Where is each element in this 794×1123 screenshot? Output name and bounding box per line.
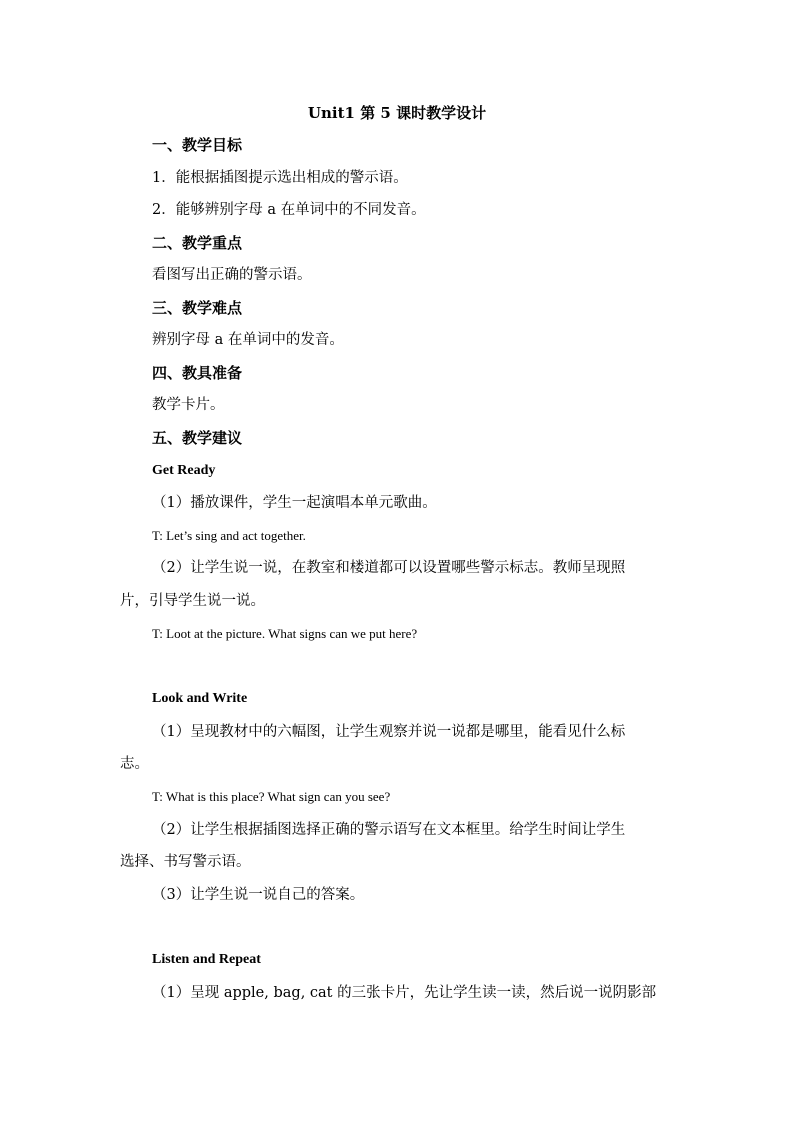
get-ready-teacher-line-1: T: Let’s sing and act together. xyxy=(152,528,306,543)
document-title: Unit1 第 5 课时教学设计 xyxy=(307,104,487,122)
get-ready-teacher-line-2: T: Loot at the picture. What signs can we put here? xyxy=(152,626,418,641)
look-write-step-2-line-2: 选择、书写警示语。 xyxy=(120,854,251,870)
objective-item-1: 1．能根据插图提示选出相成的警示语。 xyxy=(152,170,408,186)
section-heading-objectives: 一、教学目标 xyxy=(152,136,243,154)
look-write-teacher-line: T: What is this place? What sign can you see? xyxy=(152,789,391,804)
subheading-look-and-write: Look and Write xyxy=(152,691,248,706)
objective-item-2: 2．能够辨别字母 a 在单词中的不同发音。 xyxy=(152,202,426,218)
listen-repeat-step-1-line-1: （1）呈现 apple, bag, cat 的三张卡片，先让学生读一读，然后说一说阴影部 xyxy=(152,985,657,1001)
look-write-step-3: （3）让学生说一说自己的答案。 xyxy=(152,887,365,903)
get-ready-step-2-line-2: 片，引导学生说一说。 xyxy=(120,593,265,609)
subheading-listen-and-repeat: Listen and Repeat xyxy=(152,952,261,967)
key-points-text: 看图写出正确的警示语。 xyxy=(152,267,312,283)
section-heading-difficulties: 三、教学难点 xyxy=(152,299,243,317)
section-heading-key-points: 二、教学重点 xyxy=(152,234,243,252)
get-ready-step-2-line-1: （2）让学生说一说，在教室和楼道都可以设置哪些警示标志。教师呈现照 xyxy=(152,560,626,576)
section-heading-materials: 四、教具准备 xyxy=(152,364,243,382)
materials-text: 教学卡片。 xyxy=(152,397,225,413)
look-write-step-1-line-1: （1）呈现教材中的六幅图，让学生观察并说一说都是哪里，能看见什么标 xyxy=(152,724,626,740)
subheading-get-ready: Get Ready xyxy=(152,463,216,478)
look-write-step-2-line-1: （2）让学生根据插图选择正确的警示语写在文本框里。给学生时间让学生 xyxy=(152,822,626,838)
get-ready-step-1: （1）播放课件，学生一起演唱本单元歌曲。 xyxy=(152,495,437,511)
look-write-step-1-line-2: 志。 xyxy=(120,756,149,772)
section-heading-suggestions: 五、教学建议 xyxy=(152,429,243,447)
difficulties-text: 辨别字母 a 在单词中的发音。 xyxy=(152,332,344,348)
